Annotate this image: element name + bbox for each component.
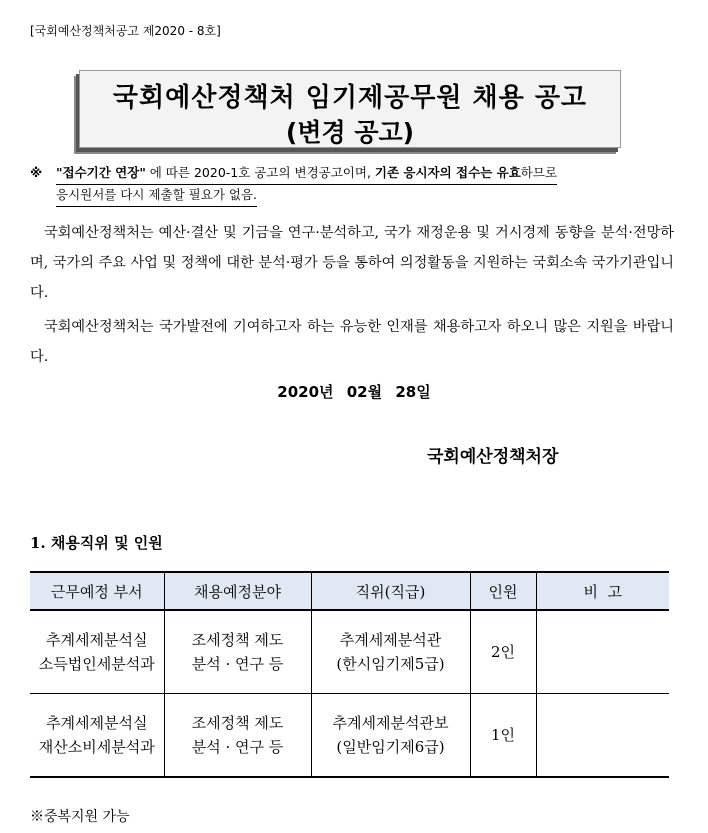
notice-date: 2020년 02월 28일 <box>277 383 431 401</box>
footnote: ※중복지원 가능 <box>30 809 130 825</box>
page-subtitle: (변경 공고) <box>285 118 415 147</box>
header-field: 채용예정분야 <box>164 572 311 610</box>
cell-dept <box>30 694 164 778</box>
cell-note <box>536 610 669 694</box>
positions-table <box>30 571 669 778</box>
cell-field <box>164 610 311 694</box>
header-count: 인원 <box>470 572 536 610</box>
cell-note <box>536 694 669 778</box>
position-line: 추계세제분석관 <box>339 631 442 649</box>
signer: 국회예산정책처장 <box>427 447 559 467</box>
field-line: 분석 · 연구 등 <box>191 738 284 756</box>
notice-number: [국회예산정책처공고 제2020 - 8호] <box>30 24 221 38</box>
remark-line-2: 응시원서를 다시 제출할 필요가 없음. <box>56 184 257 207</box>
remark-line-1 <box>56 162 557 185</box>
field-line: 조세정책 제도 <box>191 631 284 649</box>
header-note: 비 고 <box>536 572 669 610</box>
cell-count: 2인 <box>470 610 536 694</box>
invitation-paragraph: 국회예산정책처는 국가발전에 기여하고자 하는 유능한 인재를 채용하고자 하오니 많은 지원을 바랍니다. <box>30 319 674 365</box>
page-title: 국회예산정책처 임기제공무원 채용 공고 <box>112 83 588 113</box>
position-line: (한시임기제5급) <box>336 655 445 673</box>
cell-dept <box>30 610 164 694</box>
dept-line: 추계세제분석실 <box>46 631 148 649</box>
dept-line: 소득법인세분석과 <box>38 655 155 673</box>
cell-position <box>311 694 470 778</box>
table-row <box>30 694 669 778</box>
remark-emphasis-2: 기존 응시자의 접수는 유효 <box>374 165 521 180</box>
dept-line: 재산소비세분석과 <box>38 738 155 756</box>
position-line: 추계세제분석관보 <box>332 714 449 732</box>
intro-paragraph: 국회예산정책처는 예산·결산 및 기금을 연구·분석하고, 국가 재정운용 및 거시경제 동향을 분석·전망하며, 국가의 주요 사업 및 정책에 대한 분석·평가 등을 통하여 의정활동을 지원하는 국회소속 국가기관입니다. <box>30 225 674 301</box>
section-title: 1. 채용직위 및 인원 <box>30 534 163 552</box>
remark-mark: ※ <box>30 165 43 180</box>
header-dept: 근무예정 부서 <box>30 572 164 610</box>
title-box <box>79 70 621 148</box>
field-line: 분석 · 연구 등 <box>191 655 284 673</box>
cell-position <box>311 610 470 694</box>
cell-field <box>164 694 311 778</box>
dept-line: 추계세제분석실 <box>46 714 148 732</box>
header-position: 직위(직급) <box>311 572 470 610</box>
field-line: 조세정책 제도 <box>191 714 284 732</box>
table-header-row <box>30 572 669 610</box>
table-row <box>30 610 669 694</box>
remark-emphasis-1: "접수기간 연장" <box>56 165 146 180</box>
position-line: (일반임기제6급) <box>336 738 445 756</box>
remark-text-1: 에 따른 2020-1호 공고의 변경공고이며, <box>145 165 375 180</box>
cell-count: 1인 <box>470 694 536 778</box>
remark-text-2: 하므로 <box>520 165 558 180</box>
